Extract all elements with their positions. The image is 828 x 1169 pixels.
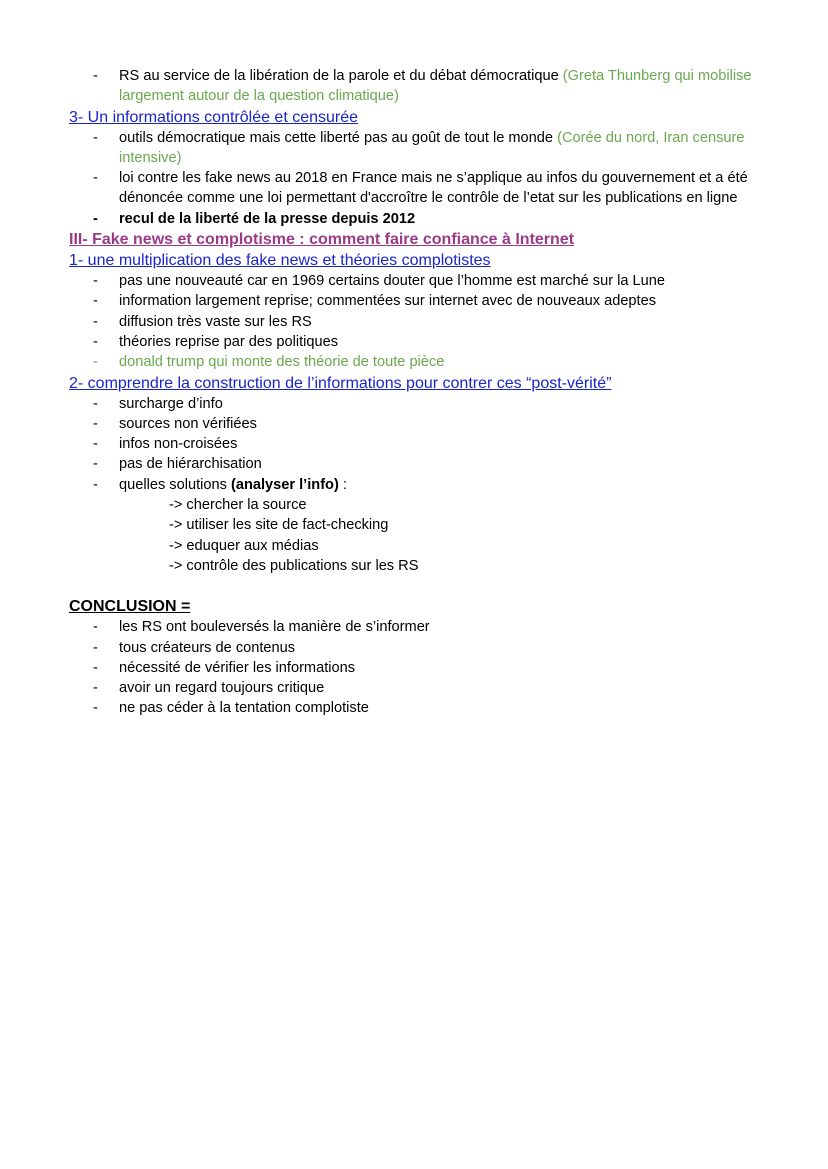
list-item-text: pas une nouveauté car en 1969 certains douter que l’homme est marché sur la Lune	[119, 273, 665, 290]
list-item	[69, 312, 769, 332]
list-item-text: les RS ont bouleversés la manière de s’informer	[119, 619, 430, 636]
bullet-dash: -	[93, 129, 98, 146]
list-item-example: (Greta Thunberg qui mobilise largement autour de la question climatique)	[119, 68, 752, 105]
bullet-dash: -	[93, 619, 98, 636]
list-item	[69, 394, 769, 414]
list-item	[69, 454, 769, 474]
bullet-dash: -	[93, 293, 98, 310]
bullet-dash: -	[93, 210, 98, 227]
bullet-dash: -	[93, 395, 98, 412]
bullet-dash: -	[93, 170, 98, 187]
bullet-dash: -	[93, 313, 98, 330]
list-item-emphasis: (analyser l’info)	[230, 476, 339, 493]
sub-item: -> utiliser les site de fact-checking	[169, 517, 389, 534]
list-item	[69, 66, 769, 107]
bullet-dash: -	[93, 333, 98, 350]
list-item	[69, 271, 769, 291]
bullet-dash: -	[93, 639, 98, 656]
list-item-text: ne pas céder à la tentation complotiste	[119, 700, 369, 717]
bullet-dash: -	[93, 456, 98, 473]
sub-item: -> contrôle des publications sur les RS	[169, 557, 419, 574]
list-item	[69, 168, 769, 209]
bullet-list	[69, 128, 769, 229]
bullet-list	[69, 66, 769, 107]
list-item-text: recul de la liberté de la presse depuis 2012	[119, 210, 416, 227]
list-item-text: sources non vérifiées	[119, 415, 257, 432]
list-item	[69, 617, 769, 637]
list-item	[69, 209, 769, 229]
bullet-dash: -	[93, 68, 98, 84]
list-item-text: infos non-croisées	[119, 436, 238, 453]
list-item-text: quelles solutions	[119, 476, 231, 493]
list-item-text: avoir un regard toujours critique	[119, 680, 325, 697]
bullet-dash: -	[93, 700, 98, 717]
list-item	[69, 658, 769, 678]
list-item-text: pas de hiérarchisation	[119, 456, 262, 473]
conclusion-heading: CONCLUSION =	[69, 598, 191, 616]
sub-item: -> chercher la source	[169, 497, 307, 514]
bullet-dash: -	[93, 354, 98, 371]
list-item	[69, 698, 769, 718]
bullet-list	[69, 394, 769, 495]
sub-item: -> eduquer aux médias	[169, 537, 319, 554]
bullet-list	[69, 271, 769, 372]
bullet-dash: -	[93, 476, 98, 493]
bullet-dash: -	[93, 415, 98, 432]
list-item	[69, 332, 769, 352]
section-heading: III- Fake news et complotisme : comment faire confiance à Internet	[69, 231, 575, 249]
list-item-tail: :	[338, 476, 347, 493]
list-item-text: outils démocratique mais cette liberté pas au goût de tout le monde	[119, 129, 558, 146]
list-item-text: information largement reprise; commentées sur internet avec de nouveaux adeptes	[119, 293, 657, 310]
list-item-text: donald trump qui monte des théorie de toute pièce	[119, 354, 445, 371]
bullet-list	[69, 617, 769, 718]
list-item	[69, 475, 769, 495]
bullet-dash: -	[93, 680, 98, 697]
bullet-dash: -	[93, 659, 98, 676]
list-item-text: diffusion très vaste sur les RS	[119, 313, 312, 330]
list-item	[69, 434, 769, 454]
bullet-dash: -	[93, 273, 98, 290]
subsection-heading: 1- une multiplication des fake news et théories complotistes	[69, 252, 491, 270]
list-item-text: théories reprise par des politiques	[119, 333, 339, 350]
list-item-text: loi contre les fake news au 2018 en France mais ne s’applique au infos du gouvernement et a été dénoncée comme une loi permettant d'accroître le contrôle de l’etat sur les publications en ligne	[119, 170, 748, 207]
spacer	[69, 576, 769, 596]
list-item-text: surcharge d’info	[119, 395, 223, 412]
list-item	[69, 291, 769, 311]
list-item	[69, 638, 769, 658]
list-item	[69, 352, 769, 372]
subsection-heading: 2- comprendre la construction de l’informations pour contrer ces “post-vérité”	[69, 374, 612, 392]
list-item	[69, 414, 769, 434]
list-item-example: (Corée du nord, Iran censure intensive)	[119, 129, 745, 166]
list-item	[69, 128, 769, 169]
bullet-dash: -	[93, 436, 98, 453]
list-item-text: tous créateurs de contenus	[119, 639, 296, 656]
list-item	[69, 678, 769, 698]
subsection-heading: 3- Un informations contrôlée et censurée	[69, 108, 359, 126]
list-item-text: nécessité de vérifier les informations	[119, 659, 356, 676]
document-content	[69, 66, 769, 719]
list-item-text: RS au service de la libération de la parole et du débat démocratique	[119, 68, 563, 84]
